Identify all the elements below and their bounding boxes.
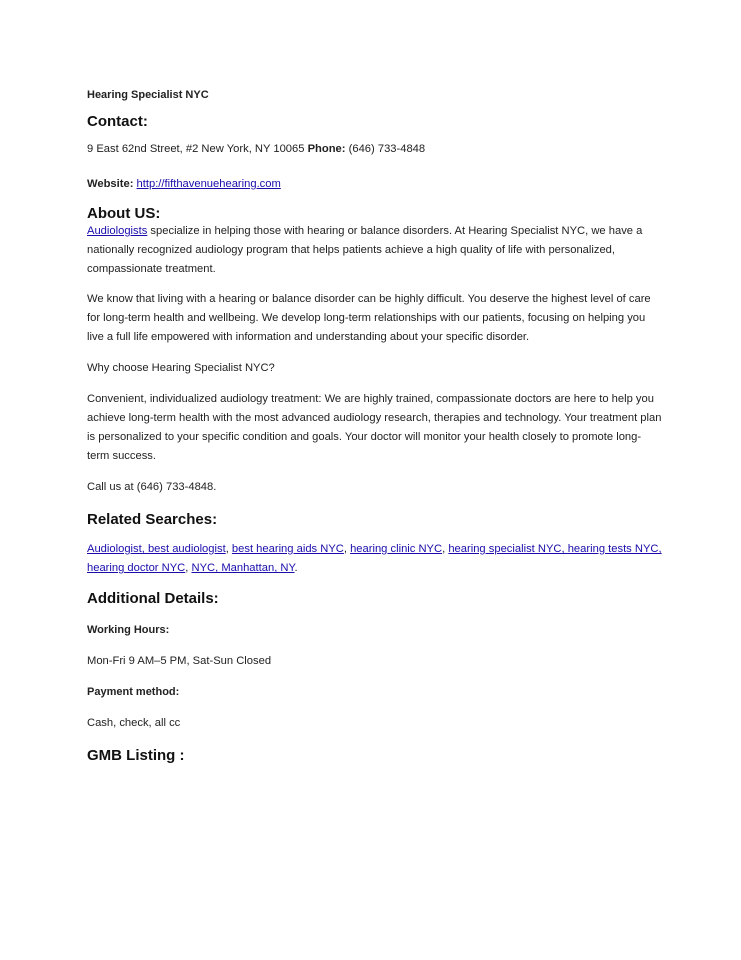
- about-paragraph-1-text: specialize in helping those with hearing or balance disorders. At Hearing Specialist NYC, we have a nationally recognized audiology program that helps patients achieve a high quality of life with personalized, compassionate treatment.: [87, 225, 643, 275]
- separator: ,: [442, 543, 449, 555]
- payment-method-label: Payment method:: [87, 686, 180, 698]
- gmb-listing-heading: GMB Listing :: [87, 747, 185, 764]
- about-paragraph-4: Convenient, individualized audiology treatment: We are highly trained, compassionate doctors are here to help you achieve long-term health with the most advanced audiology research, therapies and technology. Your treatment plan is personalized to your specific condition and goals. Your doctor will monitor your health closely to promote long-term success.: [87, 393, 662, 462]
- document-content: [87, 89, 662, 764]
- related-link[interactable]: best hearing aids NYC: [231, 543, 344, 555]
- separator: ,: [343, 543, 351, 555]
- phone-number: (646) 733-4848: [348, 143, 426, 155]
- additional-details-heading: Additional Details:: [87, 590, 219, 607]
- address: 9 East 62nd Street, #2 New York, NY 10065: [87, 143, 305, 155]
- website-line: [87, 175, 662, 194]
- website-label: Website:: [87, 178, 134, 190]
- separator: ,: [185, 562, 192, 574]
- working-hours-label: Working Hours:: [87, 624, 170, 636]
- related-link[interactable]: hearing specialist NYC, hearing tests NYC, hearing doctor NYC: [87, 543, 662, 574]
- separator: .: [294, 562, 298, 574]
- related-searches-heading: Related Searches:: [87, 511, 218, 528]
- working-hours-value: Mon-Fri 9 AM–5 PM, Sat-Sun Closed: [87, 655, 272, 667]
- about-paragraph-1: [87, 222, 662, 279]
- related-link[interactable]: Audiologist, best audiologist: [87, 543, 226, 555]
- about-paragraph-2: We know that living with a hearing or balance disorder can be highly difficult. You deserve the highest level of care for long-term health and wellbeing. We develop long-term relationships with our patients, focusing on helping you live a full life empowered with information and understanding about your specific disorder.: [87, 293, 651, 343]
- related-searches-list: [87, 540, 662, 578]
- website-link[interactable]: http://fifthavenuehearing.com: [136, 178, 281, 190]
- related-link[interactable]: NYC, Manhattan, NY: [191, 562, 295, 574]
- document-title: Hearing Specialist NYC: [87, 89, 209, 101]
- related-link[interactable]: hearing clinic NYC: [350, 543, 443, 555]
- about-paragraph-5: Call us at (646) 733-4848.: [87, 481, 217, 493]
- about-heading: About US:: [87, 205, 161, 222]
- phone-label: Phone:: [307, 143, 346, 155]
- separator: ,: [225, 543, 232, 555]
- about-paragraph-3: Why choose Hearing Specialist NYC?: [87, 362, 275, 374]
- contact-address-line: [87, 140, 662, 159]
- payment-method-value: Cash, check, all cc: [87, 717, 181, 729]
- contact-heading: Contact:: [87, 113, 148, 130]
- audiologists-link[interactable]: Audiologists: [87, 225, 148, 237]
